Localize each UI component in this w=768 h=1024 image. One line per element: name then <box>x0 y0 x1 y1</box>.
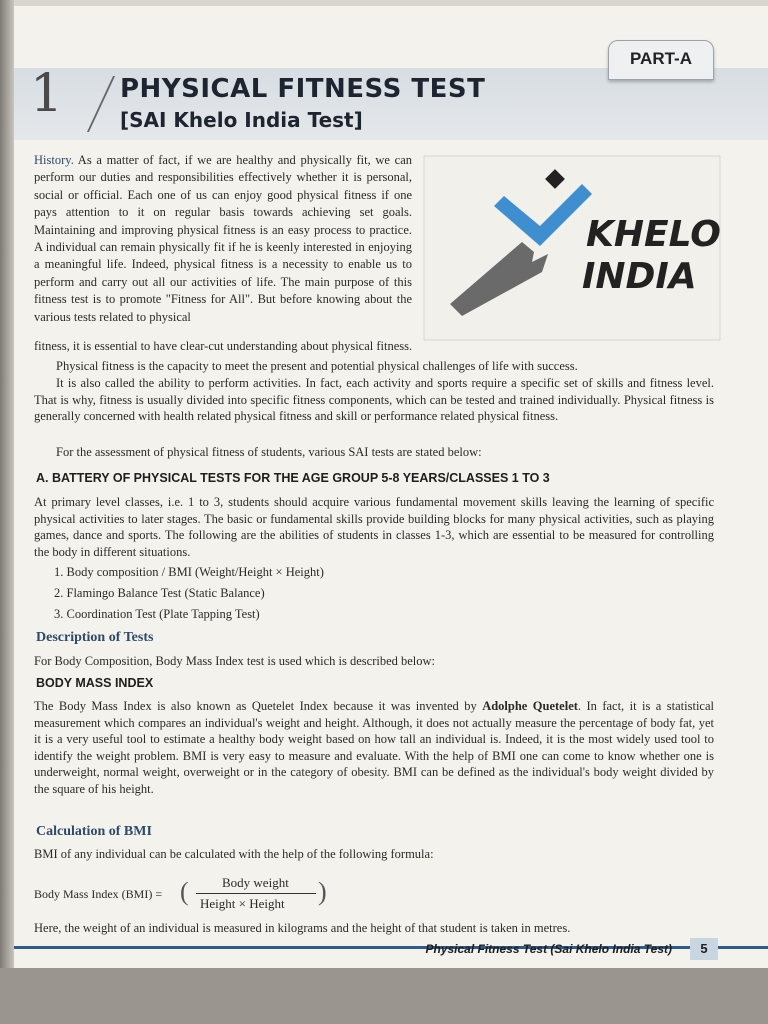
khelo-india-logo <box>422 154 722 342</box>
intro-text: As a matter of fact, if we are healthy and physically fit, we can perform our duties and responsibilities effectively whether it is personal, social or official. Each one of us can enjoy good physical fitness if one pays attention to it on regular basis towards achieving set goals. Maintaining and improving physical fitness is an easy process to practice. A individual can remain physically fit if he is keenly interested in enjoying a meaningful life. Indeed, physical fitness is a necessity to enable us to perform and carry out all our activities of life. The main purpose of this fitness test is to promote "Fitness for All". But before knowing about the various tests related to physical <box>34 153 412 324</box>
formula-denominator: Height × Height <box>200 896 285 911</box>
chapter-number: 1 <box>30 64 64 124</box>
part-tab <box>608 40 714 80</box>
chapter-title: PHYSICAL FITNESS TEST <box>120 74 486 104</box>
calculation-note: Here, the weight of an individual is measured in kilograms and the height of that student is taken in metres. <box>34 921 571 935</box>
calculation-heading: Calculation of BMI <box>36 824 152 839</box>
footer-title: Physical Fitness Test (Sai Khelo India Test) <box>425 942 672 956</box>
bmi-formula <box>34 874 354 914</box>
formula-lhs: Body Mass Index (BMI) = <box>34 887 163 901</box>
formula-left-paren: ( <box>180 877 189 906</box>
fraction-bar <box>196 893 316 894</box>
list-item: 1. Body composition / BMI (Weight/Height × Height) <box>54 565 324 579</box>
intro-lead: History. <box>34 153 74 167</box>
page-number: 5 <box>690 938 718 960</box>
description-text: For Body Composition, Body Mass Index test is used which is described below: <box>34 654 436 668</box>
chapter-subtitle: [SAI Khelo India Test] <box>120 108 363 132</box>
formula-numerator: Body weight <box>222 875 289 890</box>
bmi-text-before: The Body Mass Index is also known as Quetelet Index because it was invented by <box>34 699 483 713</box>
paragraph-definition: Physical fitness is the capacity to meet the present and potential physical challenges of life with success. <box>56 359 578 373</box>
formula-right-paren: ) <box>318 877 327 906</box>
paragraph-ability: It is also called the ability to perform activities. In fact, each activity and sports require a specific set of skills and fitness level. That is why, fitness is usually divided into specific fitness components, which can be tested and trained individually. Physical fitness is generally concerned with health related physical fitness and skill or performance related physical fitness. <box>34 376 714 424</box>
calculation-text: BMI of any individual can be calculated with the help of the following formula: <box>34 847 434 861</box>
logo-text-india: INDIA <box>582 256 697 297</box>
section-a-text: At primary level classes, i.e. 1 to 3, students should acquire various fundamental movement skills leaving the learning of specific physical activities to later stages. The basic or fundamental skills provide building blocks for many physical activities, such as playing games, dance and sports. The following are the abilities of students in classes 1-3, which are essential to be measured for controlling the body in different situations. <box>34 495 714 559</box>
page-gutter-shadow <box>0 0 14 968</box>
intro-paragraph <box>34 152 412 326</box>
desk-background <box>0 968 768 1024</box>
bmi-paragraph <box>34 698 714 798</box>
list-item: 3. Coordination Test (Plate Tapping Test) <box>54 607 260 621</box>
section-a-heading: A. BATTERY OF PHYSICAL TESTS FOR THE AGE GROUP 5-8 YEARS/CLASSES 1 TO 3 <box>36 471 550 485</box>
list-item: 2. Flamingo Balance Test (Static Balance) <box>54 586 265 600</box>
bmi-heading: BODY MASS INDEX <box>36 676 154 690</box>
part-label: PART-A <box>629 49 692 68</box>
inventor-name: Adolphe Quetelet <box>482 699 578 713</box>
logo-text-khelo: KHELO <box>586 214 721 255</box>
book-page <box>14 6 768 968</box>
paragraph-assessment: For the assessment of physical fitness of students, various SAI tests are stated below: <box>56 445 482 459</box>
bmi-text-after: . In fact, it is a statistical measurement which compares an individual's weight and height. Although, it does not actually measure the percentage of body fat, yet it is a very useful tool to estimate a healthy body weight based on how tall an individual is. Indeed, it is the most widely used tool to identify the weight problem. BMI is very easy to measure and evaluate. With the help of BMI one can come to know whether one is underweight, normal weight, overweight or in the category of obesity. BMI can be defined as the individual's body weight divided by the square of his height. <box>34 699 714 796</box>
description-heading: Description of Tests <box>36 630 154 645</box>
intro-continuation: fitness, it is essential to have clear-cut understanding about physical fitness. <box>34 339 413 353</box>
